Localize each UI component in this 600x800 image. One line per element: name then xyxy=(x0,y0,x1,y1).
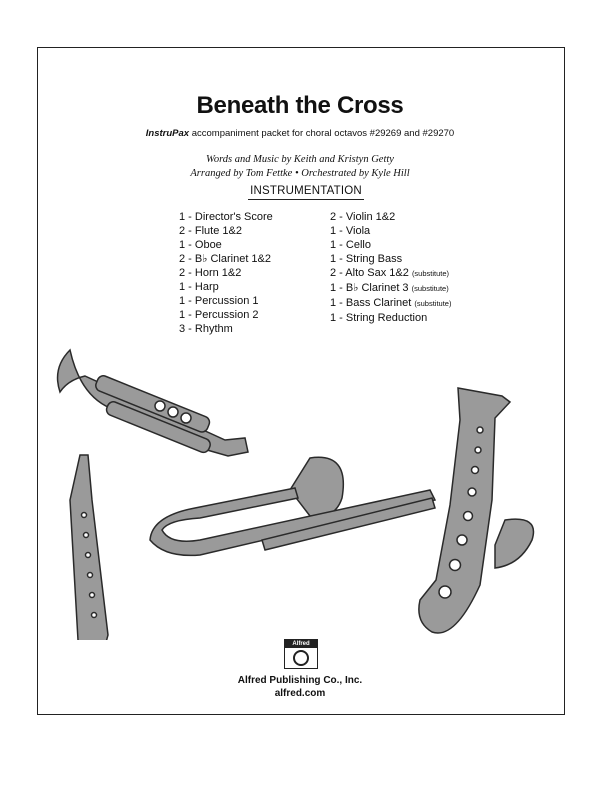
subtitle xyxy=(0,128,600,139)
instrument-item xyxy=(179,252,273,266)
instrument-item xyxy=(330,296,451,311)
subtitle-text: accompaniment packet for choral octavos #29269 and #29270 xyxy=(189,128,455,139)
alfred-logo xyxy=(284,639,318,669)
instrument-label: 1 - B♭ Clarinet 3 xyxy=(330,282,412,294)
instrument-label: 1 - Viola xyxy=(330,225,371,237)
instrument-item xyxy=(179,238,273,252)
credits-words-music: Words and Music by Keith and Kristyn Getty xyxy=(206,154,394,165)
instrument-label: 1 - Harp xyxy=(179,281,219,293)
instrument-item xyxy=(330,238,451,252)
instrument-item xyxy=(179,308,273,322)
substitute-note: (substitute) xyxy=(414,299,452,308)
instrument-item xyxy=(330,281,451,296)
instrument-item xyxy=(330,210,451,224)
substitute-note: (substitute) xyxy=(411,269,450,278)
instruments-illustration xyxy=(40,340,560,640)
instrument-label: 2 - B♭ Clarinet 1&2 xyxy=(179,253,272,265)
instrument-label: 1 - Percussion 1 xyxy=(179,295,259,307)
instrument-label: 1 - String Bass xyxy=(330,253,403,265)
instrument-item xyxy=(330,224,451,238)
instrument-item xyxy=(179,266,273,280)
instrument-label: 1 - String Reduction xyxy=(330,312,428,324)
instrument-label: 2 - Alto Sax 1&2 xyxy=(330,267,412,279)
instrumentation-heading: INSTRUMENTATION xyxy=(248,185,364,200)
saxophone-icon xyxy=(419,388,534,633)
logo-wordmark: Alfred xyxy=(285,640,317,648)
instrument-item xyxy=(330,252,451,266)
instrument-item xyxy=(179,224,273,238)
instrument-label: 1 - Cello xyxy=(330,239,371,251)
trumpet-icon xyxy=(58,350,248,456)
trombone-icon xyxy=(150,457,435,555)
instrument-label: 3 - Rhythm xyxy=(179,323,233,335)
instrument-item xyxy=(179,210,273,224)
instrument-label: 2 - Horn 1&2 xyxy=(179,267,242,279)
instrument-label: 1 - Director's Score xyxy=(179,211,273,223)
clarinet-icon xyxy=(70,455,108,640)
instrument-item xyxy=(330,311,451,325)
publisher-website: alfred.com xyxy=(274,688,326,699)
logo-emblem-icon xyxy=(293,650,309,666)
credits-arranged: Arranged by Tom Fettke • Orchestrated by Kyle Hill xyxy=(190,168,410,179)
page-title: Beneath the Cross xyxy=(196,92,404,119)
instrument-label: 1 - Percussion 2 xyxy=(179,309,259,321)
instrument-label: 1 - Bass Clarinet xyxy=(330,297,415,309)
substitute-note: (substitute) xyxy=(411,284,449,293)
instrument-item xyxy=(179,294,273,308)
instrument-item xyxy=(179,280,273,294)
instrument-label: 2 - Flute 1&2 xyxy=(179,225,242,237)
instrumentation-list-left xyxy=(179,210,273,336)
instrumentation-list-right xyxy=(330,210,451,325)
instrument-label: 2 - Violin 1&2 xyxy=(330,211,396,223)
brand-name: InstruPax xyxy=(145,128,190,139)
instrument-label: 1 - Oboe xyxy=(179,239,222,251)
instrument-item xyxy=(179,322,273,336)
instrument-item xyxy=(330,266,451,281)
publisher-name: Alfred Publishing Co., Inc. xyxy=(237,675,363,686)
